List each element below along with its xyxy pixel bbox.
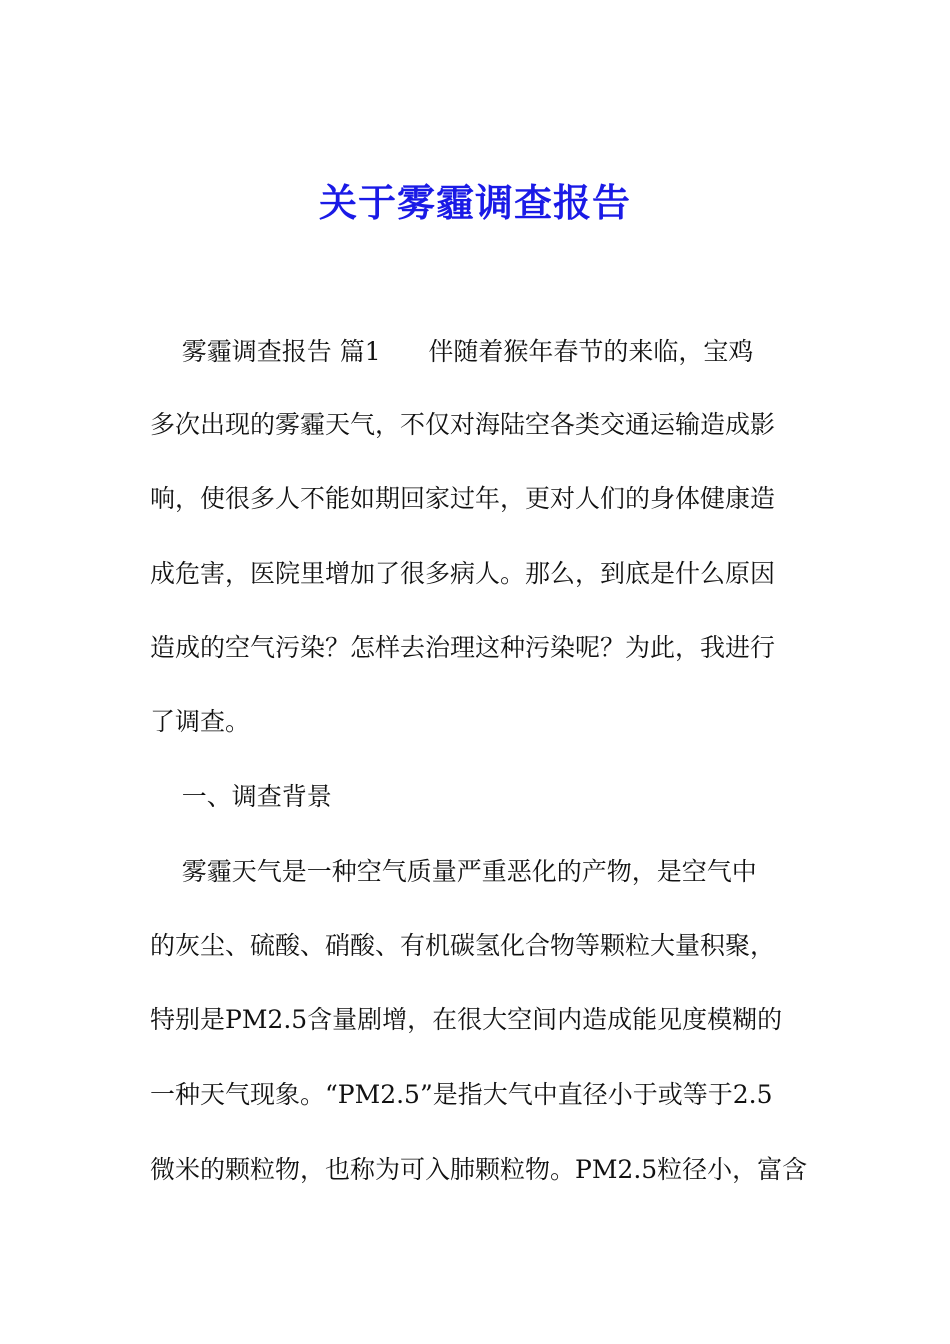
body-line: 造成的空气污染？怎样去治理这种污染呢？为此，我进行 (150, 633, 776, 662)
body-line: 了调查。 (150, 707, 251, 736)
body-line: 特别是PM2.5含量剧增，在很大空间内造成能见度模糊的 (150, 1005, 783, 1034)
body-line: 响，使很多人不能如期回家过年，更对人们的身体健康造 (150, 484, 776, 513)
section-heading: 一、调查背景 (150, 782, 332, 811)
document-title: 关于雾霾调查报告 (318, 180, 631, 225)
body-line: 微米的颗粒物，也称为可入肺颗粒物。PM2.5粒径小，富含 (150, 1155, 808, 1184)
body-line: 成危害，医院里增加了很多病人。那么，到底是什么原因 (150, 559, 776, 588)
body-line: 多次出现的雾霾天气，不仅对海陆空各类交通运输造成影 (150, 410, 776, 439)
body-line: 雾霾调查报告 篇1 伴随着猴年春节的来临，宝鸡 (150, 337, 754, 366)
body-line: 的灰尘、硫酸、硝酸、有机碳氢化合物等颗粒大量积聚， (150, 931, 776, 960)
body-line: 一种天气现象。“PM2.5”是指大气中直径小于或等于2.5 (150, 1080, 773, 1109)
body-line: 雾霾天气是一种空气质量严重恶化的产物，是空气中 (150, 857, 757, 886)
